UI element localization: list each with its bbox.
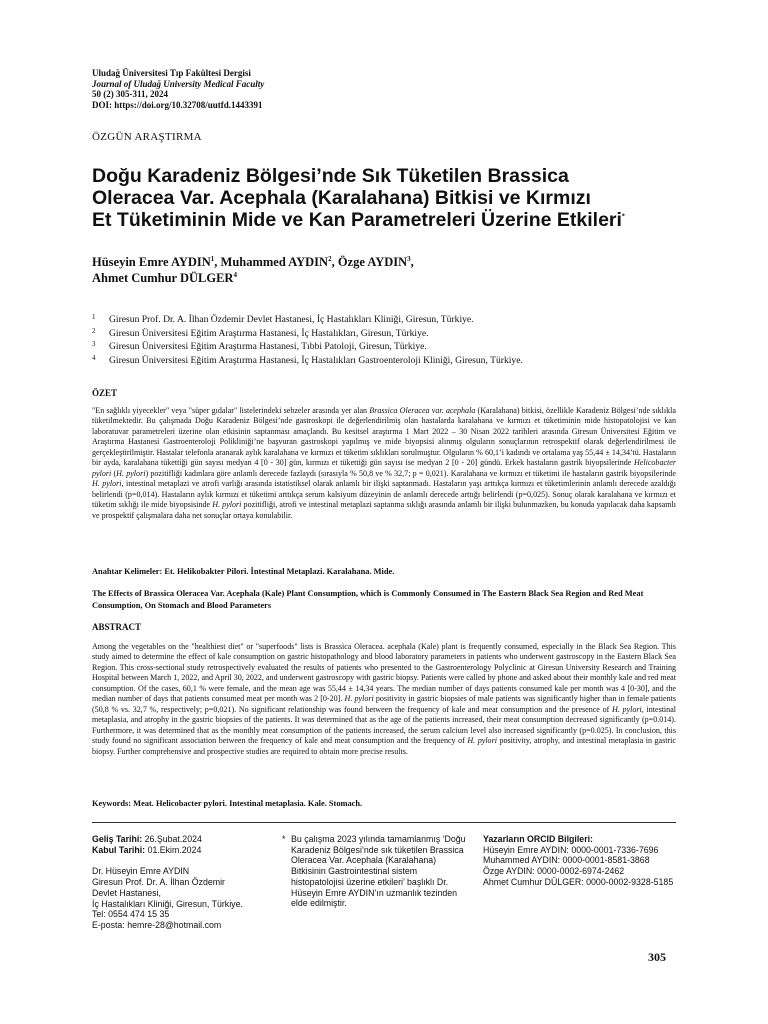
affiliation-text: Giresun Prof. Dr. A. İlhan Özdemir Devlet Hastanesi, İç Hastalıkları Kliniği, Giresun, Türkiye. xyxy=(109,314,474,325)
keywords-english: Keywords: Meat. Helicobacter pylori. Intestinal metaplasia. Kale. Stomach. xyxy=(92,799,363,808)
article-type: ÖZGÜN ARAŞTIRMA xyxy=(92,131,202,143)
abstract-text: positivity in gastric biopsies of male patients was significantly higher than in female patients (50,8 % vs. 32,7 %, respectively; p=0,021). No significant relationship was found between the frequency of kale and meat consumption and the presence of xyxy=(92,694,676,714)
orcid-entry: Hüseyin Emre AYDIN: 0000-0001-7336-7696 xyxy=(483,844,659,855)
author-name: Özge AYDIN xyxy=(337,255,408,269)
correspondence-line: Dr. Hüseyin Emre AYDIN xyxy=(92,866,190,877)
ozet-heading: ÖZET xyxy=(92,388,118,398)
orcid-entry: Özge AYDIN: 0000-0002-6974-2462 xyxy=(483,866,625,877)
affiliation-list xyxy=(92,313,692,368)
ozet-italic: H. pylori xyxy=(92,479,122,489)
abstract-text: positivity, atrophy, and intestinal metaplasia in gastric biopsy. Further comprehensive and prospective studies are required to obtain more precise results. xyxy=(92,736,676,756)
author-list xyxy=(92,254,652,286)
orcid-entry: Ahmet Cumhur DÜLGER: 0000-0002-9328-5185 xyxy=(483,876,674,887)
title-line-3: Et Tüketiminin Mide ve Kan Parametreleri Üzerine Etkileri xyxy=(92,209,622,231)
abstract-italic: H. pylori xyxy=(612,704,642,714)
correspondence-line: Devlet Hastanesi, xyxy=(92,887,161,898)
orcid-heading: Yazarların ORCID Bilgileri: xyxy=(483,834,593,844)
dates-and-correspondence xyxy=(92,834,272,931)
correspondence-email[interactable]: E-posta: hemre-28@hotmail.com xyxy=(92,919,222,930)
correspondence-line: İç Hastalıkları Kliniği, Giresun, Türkiye. xyxy=(92,898,243,909)
affiliation-text: Giresun Üniversitesi Eğitim Araştırma Hastanesi, İç Hastalıkları Gastroenteroloji Kliniği, Giresun, Türkiye. xyxy=(109,355,523,367)
journal-name: Uludağ Üniversitesi Tıp Fakültesi Dergisi xyxy=(92,68,251,78)
author-name: Hüseyin Emre AYDIN xyxy=(92,255,211,269)
ozet-italic: Helicobacter pylori xyxy=(92,458,676,478)
page-number: 305 xyxy=(648,950,666,964)
ozet-text: "En sağlıklı yiyecekler" veya "süper gıdalar" listelerindeki sebzeler arasında yer alan xyxy=(92,406,370,415)
author-name: Ahmet Cumhur DÜLGER xyxy=(92,271,234,285)
title-line-1: Doğu Karadeniz Bölgesi’nde Sık Tüketilen Brassica xyxy=(92,165,569,187)
abstract-body xyxy=(92,642,676,757)
thesis-footnote xyxy=(282,834,472,909)
orcid-info xyxy=(483,834,676,888)
correspondence-line: Giresun Prof. Dr. A. İlhan Özdemir xyxy=(92,877,225,888)
received-label: Geliş Tarihi: xyxy=(92,834,145,844)
author-affiliation-number: 3 xyxy=(407,254,411,263)
affiliation-item: 1 Giresun Prof. Dr. A. İlhan Özdemir Devlet Hastanesi, İç Hastalıkları Kliniği, Giresun, Türkiye. xyxy=(92,313,474,325)
abstract-italic: H. pylori xyxy=(467,736,497,746)
footnote-mark: * xyxy=(282,834,286,844)
ozet-text: , intestinal metaplazi ve atrofi varlığı arasında istatistiksel olarak anlamlı bir ilişki saptanmadı. Hastaların yaşı arttıkça kırmızı et tüketimlerinin anlamlı derecede azaldığı belirlendi (p=0,014). Hastaların aylık kırmızı et tüketimi arttıkça serum kalsiyum düzeyinin de anlamlı derecede arttığı belirlendi (p=0,025). Sonuç olarak karalahana ve kırmızı et tüketim sıklığı ile mide biyopsisinde xyxy=(92,479,676,510)
received-date: 26.Şubat.2024 xyxy=(144,834,202,844)
journal-doi[interactable]: DOI: https://doi.org/10.32708/uutfd.1443391 xyxy=(92,99,263,110)
affiliation-text: Giresun Üniversitesi Eğitim Araştırma Hastanesi, Tıbbi Patoloji, Giresun, Türkiye. xyxy=(109,341,427,353)
author-separator: , xyxy=(331,255,338,269)
journal-issue: 50 (2) 305-311, 2024 xyxy=(92,89,168,99)
title-line-2: Oleracea Var. Acephala (Karalahana) Bitkisi ve Kırmızı xyxy=(92,187,591,209)
affiliation-text: Giresun Üniversitesi Eğitim Araştırma Hastanesi, İç Hastalıkları, Giresun, Türkiye. xyxy=(109,327,429,339)
ozet-italic: H. pylori xyxy=(116,468,146,478)
affiliation-item: 4 Giresun Üniversitesi Eğitim Araştırma Hastanesi, İç Hastalıkları Gastroenteroloji Kliniği, Giresun, Türkiye. xyxy=(92,354,523,367)
ozet-italic: Brassica Oleracea var. acephala xyxy=(369,406,476,415)
ozet-body xyxy=(92,406,676,521)
article-title xyxy=(92,165,692,231)
footer-divider xyxy=(92,822,676,823)
title-footnote-mark: * xyxy=(621,213,625,221)
ozet-text: ( xyxy=(111,468,117,478)
journal-name-en: Journal of Uludağ University Medical Faculty xyxy=(92,78,265,89)
author-affiliation-number: 1 xyxy=(210,254,215,263)
ozet-italic: H. pylori xyxy=(212,500,242,510)
accepted-label: Kabul Tarihi: xyxy=(92,844,148,855)
correspondence-phone: Tel: 0554 474 15 35 xyxy=(92,909,170,920)
author-affiliation-number: 2 xyxy=(328,254,332,263)
author-separator: , xyxy=(410,255,414,269)
author-affiliation-number: 4 xyxy=(233,270,237,279)
abstract-text: Among the vegetables on the "healthiest diet" or "superfoods" lists is Brassica Oleracea. acephala (Kale) plant is frequently consumed, especially in the Black Sea Region. This study aimed to determine the effect of kale consumption on gastric histopathology and blood laboratory parameters in patients who underwent gastroscopy in the Eastern Black Sea Region. This cross-sectional study retrospectively evaluated the results of patients who presented to the Gastroenterology Polyclinic at Giresun University Research and Training Hospital between March 1, 2022, and April 30, 2022, and underwent gastroscopy with gastric biopsy. Patients were called by phone and asked about their monthly kale and red meat consumption. Of the cases, 60,1 % were female, and the mean age was 55,44 ± 14,34 years. The median number of days patients consumed kale per month was 4 [0-30], and the median number of days that patients consumed meat per month was 2 [0-20]. xyxy=(92,642,676,704)
abstract-text: , intestinal metaplasia, and atrophy in the gastric biopsies of the patients. It was determined that as the age of the patients increased, their meat consumption decreased significantly (p=0.014). Furthermore, it was determined that as the monthly meat consumption of the patients increased, the serum calcium level also increased significantly (p=0.025). In conclusion, this study found no significant association between the frequency of kale and meat consumption and the frequency of xyxy=(92,704,677,746)
author-separator: , xyxy=(214,255,221,269)
keywords-turkish: Anahtar Kelimeler: Et. Helikobakter Pilori. İntestinal Metaplazi. Karalahana. Mide. xyxy=(92,567,395,576)
affiliation-item: 3 Giresun Üniversitesi Eğitim Araştırma Hastanesi, Tıbbi Patoloji, Giresun, Türkiye. xyxy=(92,340,427,353)
ozet-text: ) pozitifliği kadınlara göre anlamlı derecede fazlaydı (sırasıyla % 50,8 ve % 32,7; p = 0,021). Karalahana ve kırmızı et tüketimi ile hastaların gastrik biyopsilerinde xyxy=(145,468,676,478)
orcid-entry: Muhammed AYDIN: 0000-0001-8581-3868 xyxy=(483,855,650,866)
abstract-heading: ABSTRACT xyxy=(92,622,142,632)
footnote-text: Bu çalışma 2023 yılında tamamlanmış ‘Doğu Karadeniz Bölgesi’nde sık tüketilen Brassica Oleracea Var. Acephala (Karalahana) Bitkisinin Gastrointestinal sistem histopatolojisi üzerine etkileri’ başlıklı Dr. Hüseyin Emre AYDIN’ın uzmanlık tezinden elde edilmiştir. xyxy=(291,834,466,909)
affiliation-item: 2 Giresun Üniversitesi Eğitim Araştırma Hastanesi, İç Hastalıkları, Giresun, Türkiye. xyxy=(92,326,429,339)
ozet-text: pozitifliği, atrofi ve intestinal metaplazi saptanma sıklığı arasında anlamlı bir ilişki bulunmazken, bu konuda yapılacak daha kapsamlı ve prospektif çalışmalara daha net sonuçlar ortaya konulabilir. xyxy=(92,500,676,520)
abstract-italic: H. pylori xyxy=(344,694,374,704)
accepted-date: 01.Ekim.2024 xyxy=(147,844,202,855)
author-name: Muhammed AYDIN xyxy=(220,255,329,269)
ozet-text: (Karalahana) bitkisi, özellikle Karadeniz Bölgesi’nde sıklıkla tüketilmektedir. Bu çalışmada Doğu Karadeniz Bölgesi’nde gastroskopi ile değerlendirilmiş olan hastalarda karalahana ve kırmızı et tüketiminin mide histopatolojisi ve kan laboratuvar parametreleri üzerine olan etkisinin saptanması amaçlandı. Bu kesitsel araştırma 1 Mart 2022 – 30 Nisan 2022 tarihleri arasında Giresun Üniversitesi Eğitim ve Araştırma Hastanesi Gastroenteroloji Polikliniği’ne başvuran gastroskopi yapılmış ve mide biyopsisi alınmış olguların sonuçlarının retrospektif olarak değerlendirilmesi ile gerçekleştirilmiştir. Hastalar telefonla aranarak aylık karalahana ve kırmızı et tüketim sıklıkları sorulmuştur. Olguların % 60,1’i kadındı ve ortalama yaş 55,44 ± 14,34’tü. Hastaların bir ayda, karalahana tükettiği gün sayısı medyan 4 [0 - 30] gün, kırmızı et tükettiği gün sayısı ise medyan 2 [0 - 20] gündü. Erkek hastaların gastrik biyopsilerinde xyxy=(92,406,676,468)
journal-header xyxy=(92,68,472,110)
english-title: The Effects of Brassica Oleracea Var. Acephala (Kale) Plant Consumption, which is Commonly Consumed in The Eastern Black Sea Region and Red Meat Consumption, On Stomach and Blood Parameters xyxy=(92,589,644,610)
